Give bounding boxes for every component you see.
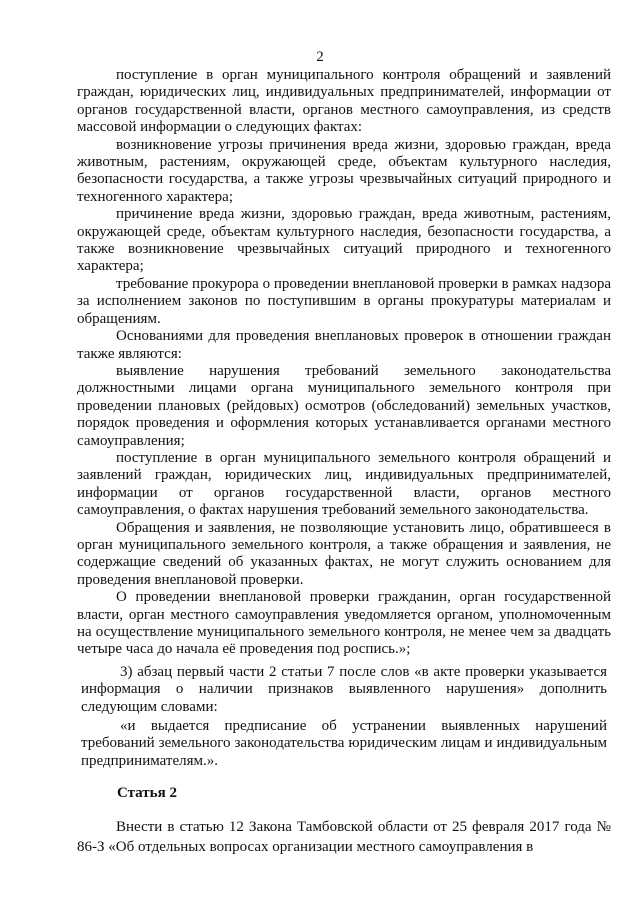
body-text: [77, 67, 611, 770]
paragraph-4: требование прокурора о проведении внеплановой проверки в рамках надзора за исполнением законов по поступившим в органы прокуратуры материалам и обращениям.: [77, 275, 611, 327]
paragraph-2: возникновение угрозы причинения вреда жизни, здоровью граждан, вреда животным, растениям, окружающей среде, объектам культурного наследия, безопасности государства, а также угрозы чрезвычайных ситуаций природного и техногенного характера;: [77, 136, 611, 205]
paragraph-7: поступление в орган муниципального земельного контроля обращений и заявлений граждан, юридических лиц, индивидуальных предпринимателей, информации от органов государственной власти, органов местного самоуправления, о фактах нарушения требований земельного законодательства.: [77, 449, 611, 519]
paragraph-5: Основаниями для проведения внеплановых проверок в отношении граждан также являются:: [77, 328, 611, 362]
final-paragraph: Внести в статью 12 Закона Тамбовской области от 25 февраля 2017 года № 86-З «Об отдельных вопросах организации местного самоуправления в: [77, 819, 611, 855]
paragraph-10: 3) абзац первый части 2 статьи 7 после слов «в акте проверки указывается информация о наличии признаков выявленного нарушения» дополнить следующим словами:: [81, 663, 607, 715]
article-heading: Статья 2: [117, 785, 177, 801]
page-number: 2: [316, 49, 324, 65]
paragraph-3: причинение вреда жизни, здоровью граждан, вреда животным, растениям, окружающей среде, объектам культурного наследия, безопасности государства, а также возникновение чрезвычайных ситуаций природного и техногенного характера;: [77, 206, 611, 275]
paragraph-1: поступление в орган муниципального контроля обращений и заявлений граждан, юридических лиц, индивидуальных предпринимателей, информации от органов государственной власти, органов местного самоуправления, из средств массовой информации о следующих фактах:: [77, 67, 611, 136]
paragraph-9: О проведении внеплановой проверки гражданин, орган государственной власти, орган местного самоуправления уведомляется органом, уполномоченным на осуществление муниципального земельного контроля, не менее чем за двадцать четыре часа до начала её проведения под роспись.»;: [77, 589, 611, 658]
paragraph-8: Обращения и заявления, не позволяющие установить лицо, обратившееся в орган муниципального земельного контроля, а также обращения и заявления, не содержащие сведений об указанных фактах, не могут служить основанием для проведения внеплановой проверки.: [77, 519, 611, 588]
paragraph-11: «и выдается предписание об устранении выявленных нарушений требований земельного законодательства юридическим лицам и индивидуальным предпринимателям.».: [81, 718, 607, 769]
paragraph-6: выявление нарушения требований земельного законодательства должностными лицами органа муниципального земельного контроля при проведении плановых (рейдовых) осмотров (обследований) земельных участков, порядок проведения и оформления которых устанавливается органами местного самоуправления;: [77, 362, 611, 449]
